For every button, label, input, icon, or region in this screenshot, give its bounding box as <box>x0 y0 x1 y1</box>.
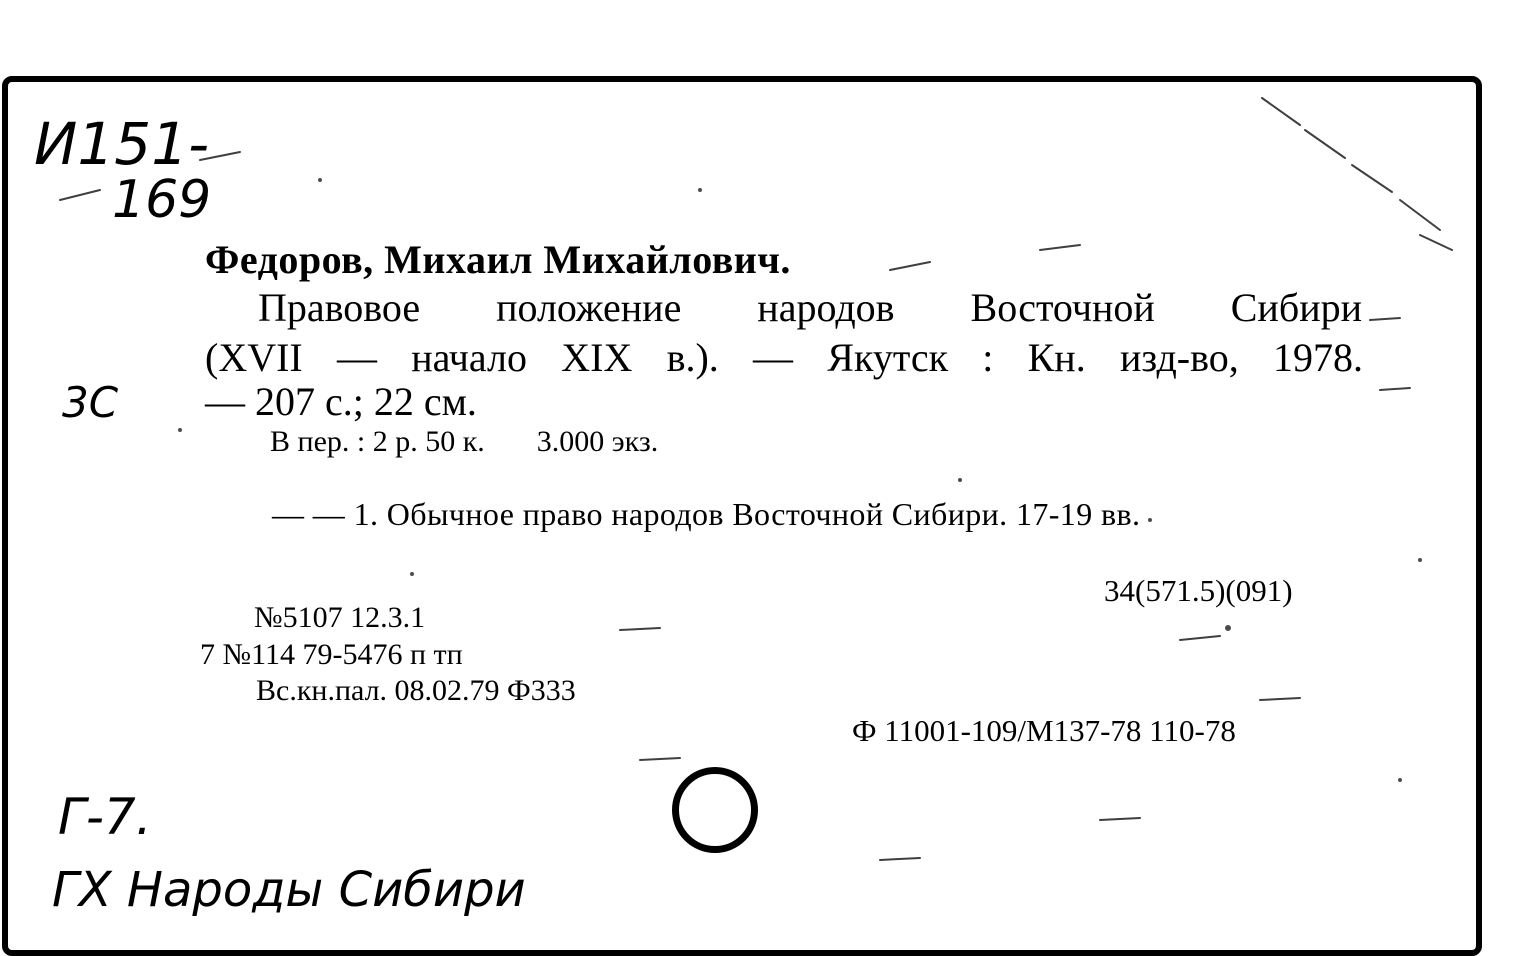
print-run: 3.000 экз. <box>536 425 659 458</box>
subject-heading: — — 1. Обычное право народов Восточной Сибири. 17-19 вв. <box>272 496 1141 532</box>
handwritten-shelf-mark-2: 169 <box>112 170 212 230</box>
imprint-line-3: Вс.кн.пал. 08.02.79 Ф333 <box>256 674 576 707</box>
catalog-code: Ф 11001-109/М137-78 110-78 <box>852 713 1236 748</box>
udc-code: 34(571.5)(091) <box>1104 573 1293 608</box>
handwritten-margin-note: 3С <box>62 378 119 427</box>
handwritten-note-bottom: ГХ Народы Сибири <box>52 862 526 918</box>
title-line-3: — 207 с.; 22 см. <box>205 379 477 424</box>
price: В пер. : 2 р. 50 к. <box>270 425 485 458</box>
price-line <box>270 425 658 459</box>
title-line-2: (XVII — начало XIX в.). — Якутск : Кн. изд-во, 1978. <box>205 335 1363 380</box>
handwritten-note-g7: Г-7. <box>58 788 152 846</box>
handwritten-shelf-mark-1: И151- <box>34 110 210 178</box>
author-heading: Федоров, Михаил Михайлович. <box>205 237 791 282</box>
title-line-1: Правовое положение народов Восточной Сибири <box>258 285 1362 330</box>
imprint-line-2: 7 №114 79-5476 п тп <box>200 638 463 671</box>
card-hole-icon <box>672 767 758 853</box>
imprint-line-1: №5107 12.3.1 <box>254 601 426 634</box>
